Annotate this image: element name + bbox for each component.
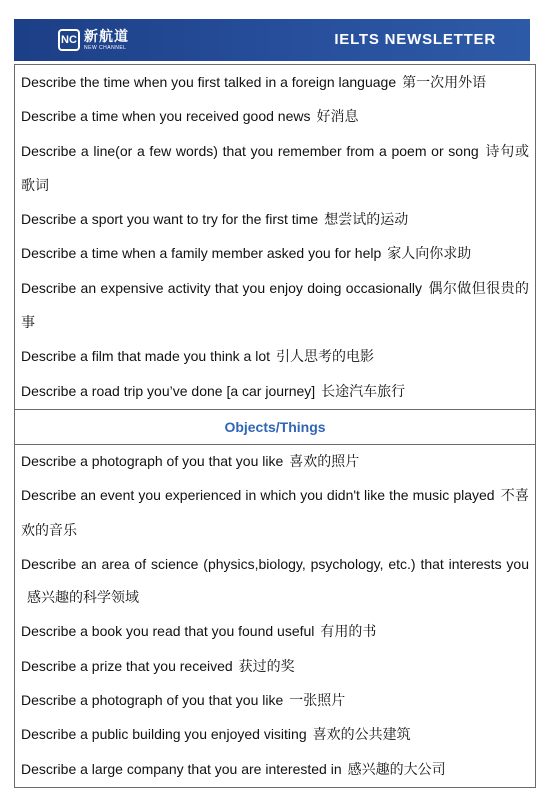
topic-row: Describe a film that made you think a lot 引人思考的电影 bbox=[21, 348, 375, 366]
topic-row: Describe a large company that you are interested in 感兴趣的大公司 bbox=[21, 760, 446, 778]
topic-row: Describe an area of science (physics,biology, psychology, etc.) that interests you感兴趣的科学领域 bbox=[21, 555, 529, 607]
topic-row: Describe a line(or a few words) that you remember from a poem or song 诗句或歌词 bbox=[21, 142, 530, 194]
logo-english-name: NEW CHANNEL bbox=[84, 44, 127, 51]
topic-row: Describe a time when a family member asked you for help 家人向你求助 bbox=[21, 245, 472, 263]
topic-row: Describe a sport you want to try for the first time 想尝试的运动 bbox=[21, 211, 409, 229]
objects-heading: Objects/Things bbox=[15, 410, 535, 445]
topic-row: Describe a time when you received good news 好消息 bbox=[21, 108, 359, 126]
new-channel-logo bbox=[58, 26, 129, 54]
topic-row: Describe an expensive activity that you enjoy doing occasionally 偶尔做但很贵的事 bbox=[21, 279, 529, 332]
topic-row: Describe a photograph of you that you like 一张照片 bbox=[21, 692, 346, 710]
nc-logo-icon: NC bbox=[58, 29, 80, 51]
topic-row: Describe a public building you enjoyed visiting 喜欢的公共建筑 bbox=[21, 726, 411, 744]
topic-row: Describe a photograph of you that you like 喜欢的照片 bbox=[21, 452, 360, 470]
newsletter-title: IELTS NEWSLETTER bbox=[334, 31, 496, 48]
topic-row: Describe an event you experienced in which you didn't like the music played 不喜欢的音乐 bbox=[21, 487, 529, 539]
topic-row: Describe a prize that you received 获过的奖 bbox=[21, 657, 295, 675]
topic-row: Describe a road trip you’ve done [a car journey] 长途汽车旅行 bbox=[21, 382, 406, 400]
topic-row: Describe a book you read that you found useful 有用的书 bbox=[21, 623, 377, 641]
objects-section bbox=[15, 410, 535, 787]
events-section bbox=[15, 65, 535, 410]
newsletter-header bbox=[14, 19, 530, 61]
topic-table bbox=[14, 64, 536, 788]
topic-row: Describe the time when you first talked in a foreign language 第一次用外语 bbox=[21, 74, 487, 91]
logo-chinese-name: 新航道 bbox=[84, 28, 129, 45]
